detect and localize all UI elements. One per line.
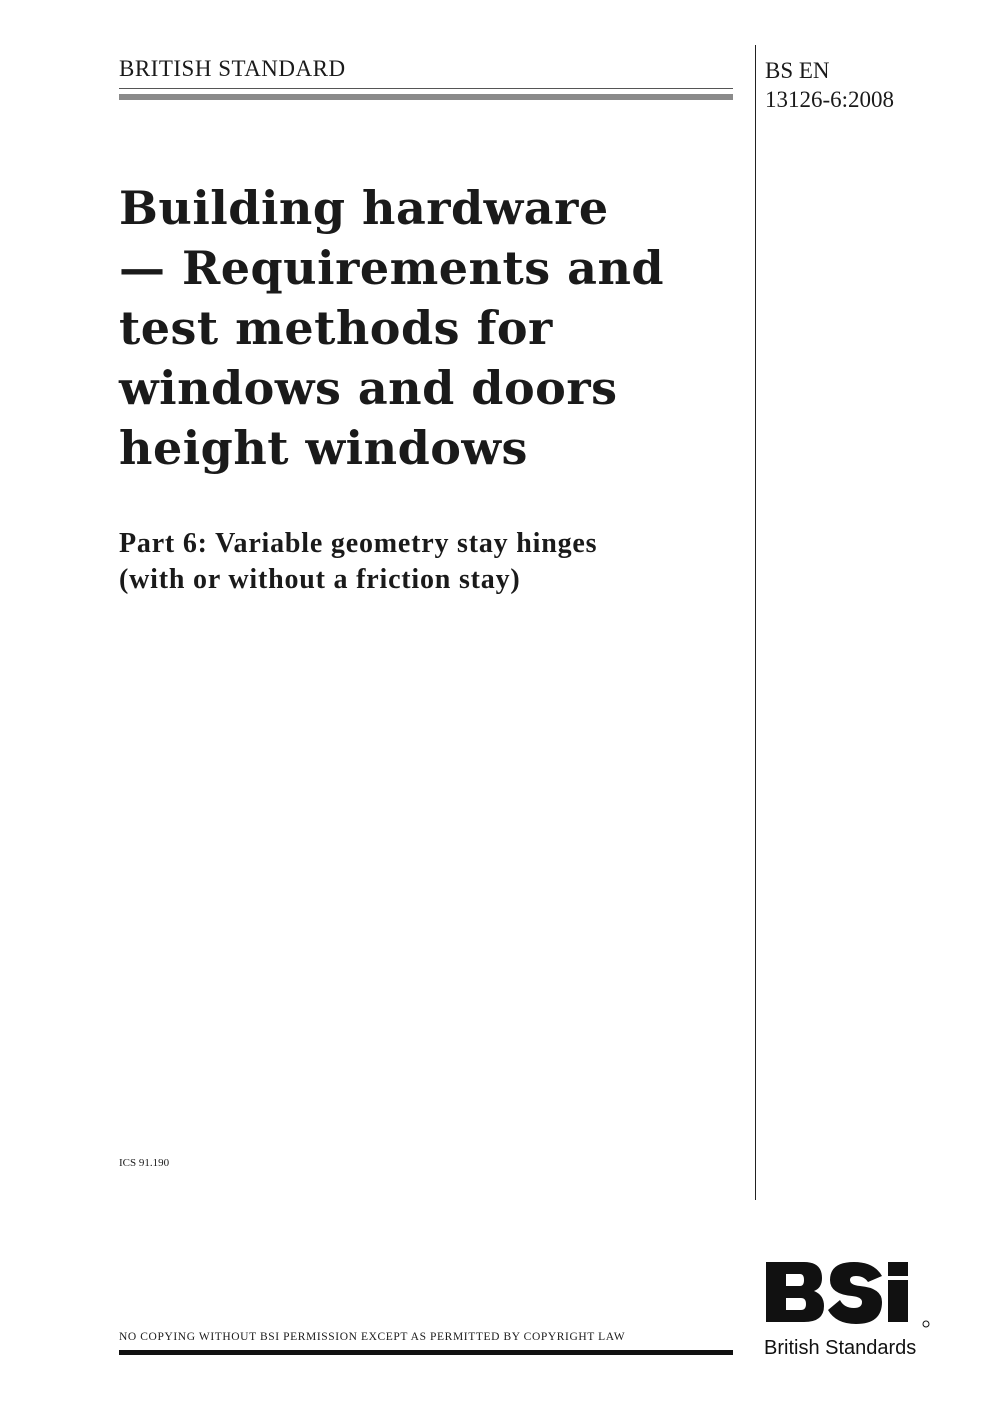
copyright-notice: NO COPYING WITHOUT BSI PERMISSION EXCEPT AS PERMITTED BY COPYRIGHT LAW — [119, 1331, 626, 1343]
subtitle-line1: Part 6: Variable geometry stay hinges — [119, 528, 598, 559]
standard-number-line1: BS EN — [765, 58, 830, 83]
standard-number — [765, 56, 894, 114]
title-line: test methods for — [119, 301, 553, 355]
ics-code: ICS 91.190 — [119, 1157, 170, 1169]
title-line: height windows — [119, 421, 528, 475]
column-divider — [755, 45, 756, 1200]
title-line: — Requirements and — [119, 241, 665, 295]
header-thick-rule — [119, 94, 733, 100]
standard-number-line2: 13126-6:2008 — [765, 87, 895, 112]
title-line: windows and doors — [119, 361, 618, 415]
document-title — [119, 178, 739, 478]
document-subtitle — [119, 526, 739, 598]
title-line: Building hardware — [119, 181, 609, 235]
header-thin-rule — [119, 88, 733, 89]
subtitle-line2: (with or without a friction stay) — [119, 564, 521, 595]
footer-rule — [119, 1350, 733, 1355]
bsi-caption: British Standards — [764, 1337, 917, 1359]
series-label: BRITISH STANDARD — [119, 56, 346, 81]
